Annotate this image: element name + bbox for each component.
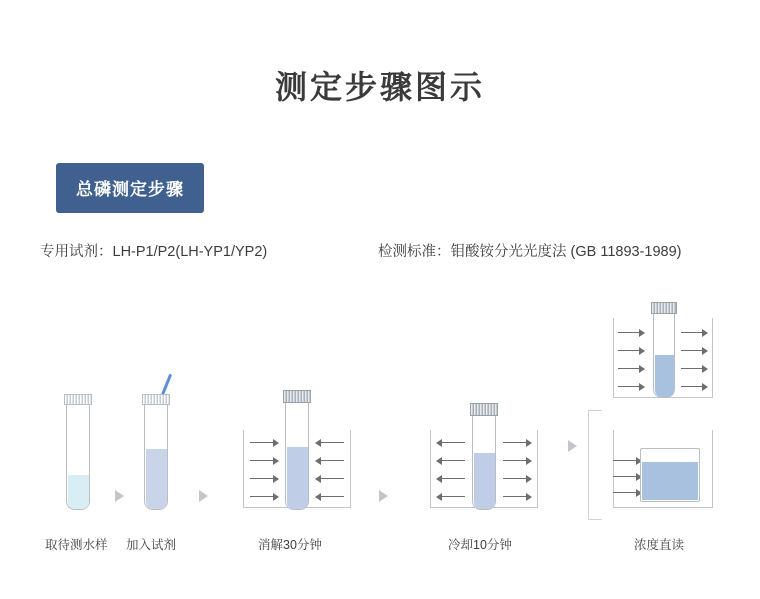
cool-arrow-icon (437, 496, 465, 497)
process-diagram (0, 290, 760, 570)
light-arrow-icon (618, 332, 644, 333)
digestion-liquid (287, 447, 308, 509)
cuvette-liquid (642, 462, 698, 500)
step-1-caption: 取待测水样 (45, 538, 108, 552)
cool-arrow-icon (503, 478, 531, 479)
step-5-caption: 浓度直读 (634, 538, 685, 552)
tube-cap-icon (283, 390, 311, 403)
cool-arrow-icon (437, 478, 465, 479)
heat-arrow-icon (250, 442, 278, 443)
reagent-liquid (146, 449, 167, 509)
reading-liquid (655, 355, 674, 397)
step-3-caption: 消解30分钟 (258, 538, 322, 552)
heat-arrow-icon (316, 460, 344, 461)
cool-arrow-icon (503, 496, 531, 497)
step-arrow-1 (115, 490, 124, 502)
light-arrow-icon (681, 386, 707, 387)
tube-cap-icon (470, 403, 498, 416)
cool-arrow-icon (503, 442, 531, 443)
page-title: 测定步骤图示 (274, 69, 485, 105)
light-arrow-icon (613, 492, 641, 493)
light-arrow-icon (681, 332, 707, 333)
light-arrow-icon (618, 386, 644, 387)
cool-arrow-icon (437, 460, 465, 461)
cooling-tube (472, 416, 496, 510)
heat-arrow-icon (250, 460, 278, 461)
grouping-bracket (588, 410, 602, 520)
light-arrow-icon (681, 368, 707, 369)
light-arrow-icon (618, 368, 644, 369)
heat-arrow-icon (250, 478, 278, 479)
tube-cap-icon (64, 394, 92, 405)
step-4-caption: 冷却10分钟 (448, 538, 512, 552)
reagent-tube (144, 405, 168, 510)
reagent-label: 专用试剂：LH-P1/P2(LH-YP1/YP2) (40, 244, 268, 260)
step-2-caption: 加入试剂 (126, 538, 177, 552)
tube-cap-icon (651, 302, 677, 314)
heat-arrow-icon (316, 442, 344, 443)
cool-arrow-icon (503, 460, 531, 461)
cuvette (640, 448, 700, 502)
heat-arrow-icon (316, 496, 344, 497)
light-arrow-icon (618, 350, 644, 351)
sample-tube (66, 405, 90, 510)
light-arrow-icon (613, 476, 641, 477)
digestion-tube (285, 403, 309, 510)
sample-liquid (68, 475, 89, 509)
heat-arrow-icon (250, 496, 278, 497)
reading-tube (653, 314, 675, 398)
cooling-liquid (474, 453, 495, 509)
section-tag: 总磷测定步骤 (56, 163, 204, 213)
step-arrow-3 (379, 490, 388, 502)
light-arrow-icon (613, 460, 641, 461)
standard-label: 检测标准：钼酸铵分光光度法 (GB 11893-1989) (378, 244, 682, 260)
step-arrow-4 (568, 440, 577, 452)
tube-cap-icon (142, 394, 170, 405)
light-arrow-icon (681, 350, 707, 351)
cool-arrow-icon (437, 442, 465, 443)
heat-arrow-icon (316, 478, 344, 479)
step-arrow-2 (199, 490, 208, 502)
